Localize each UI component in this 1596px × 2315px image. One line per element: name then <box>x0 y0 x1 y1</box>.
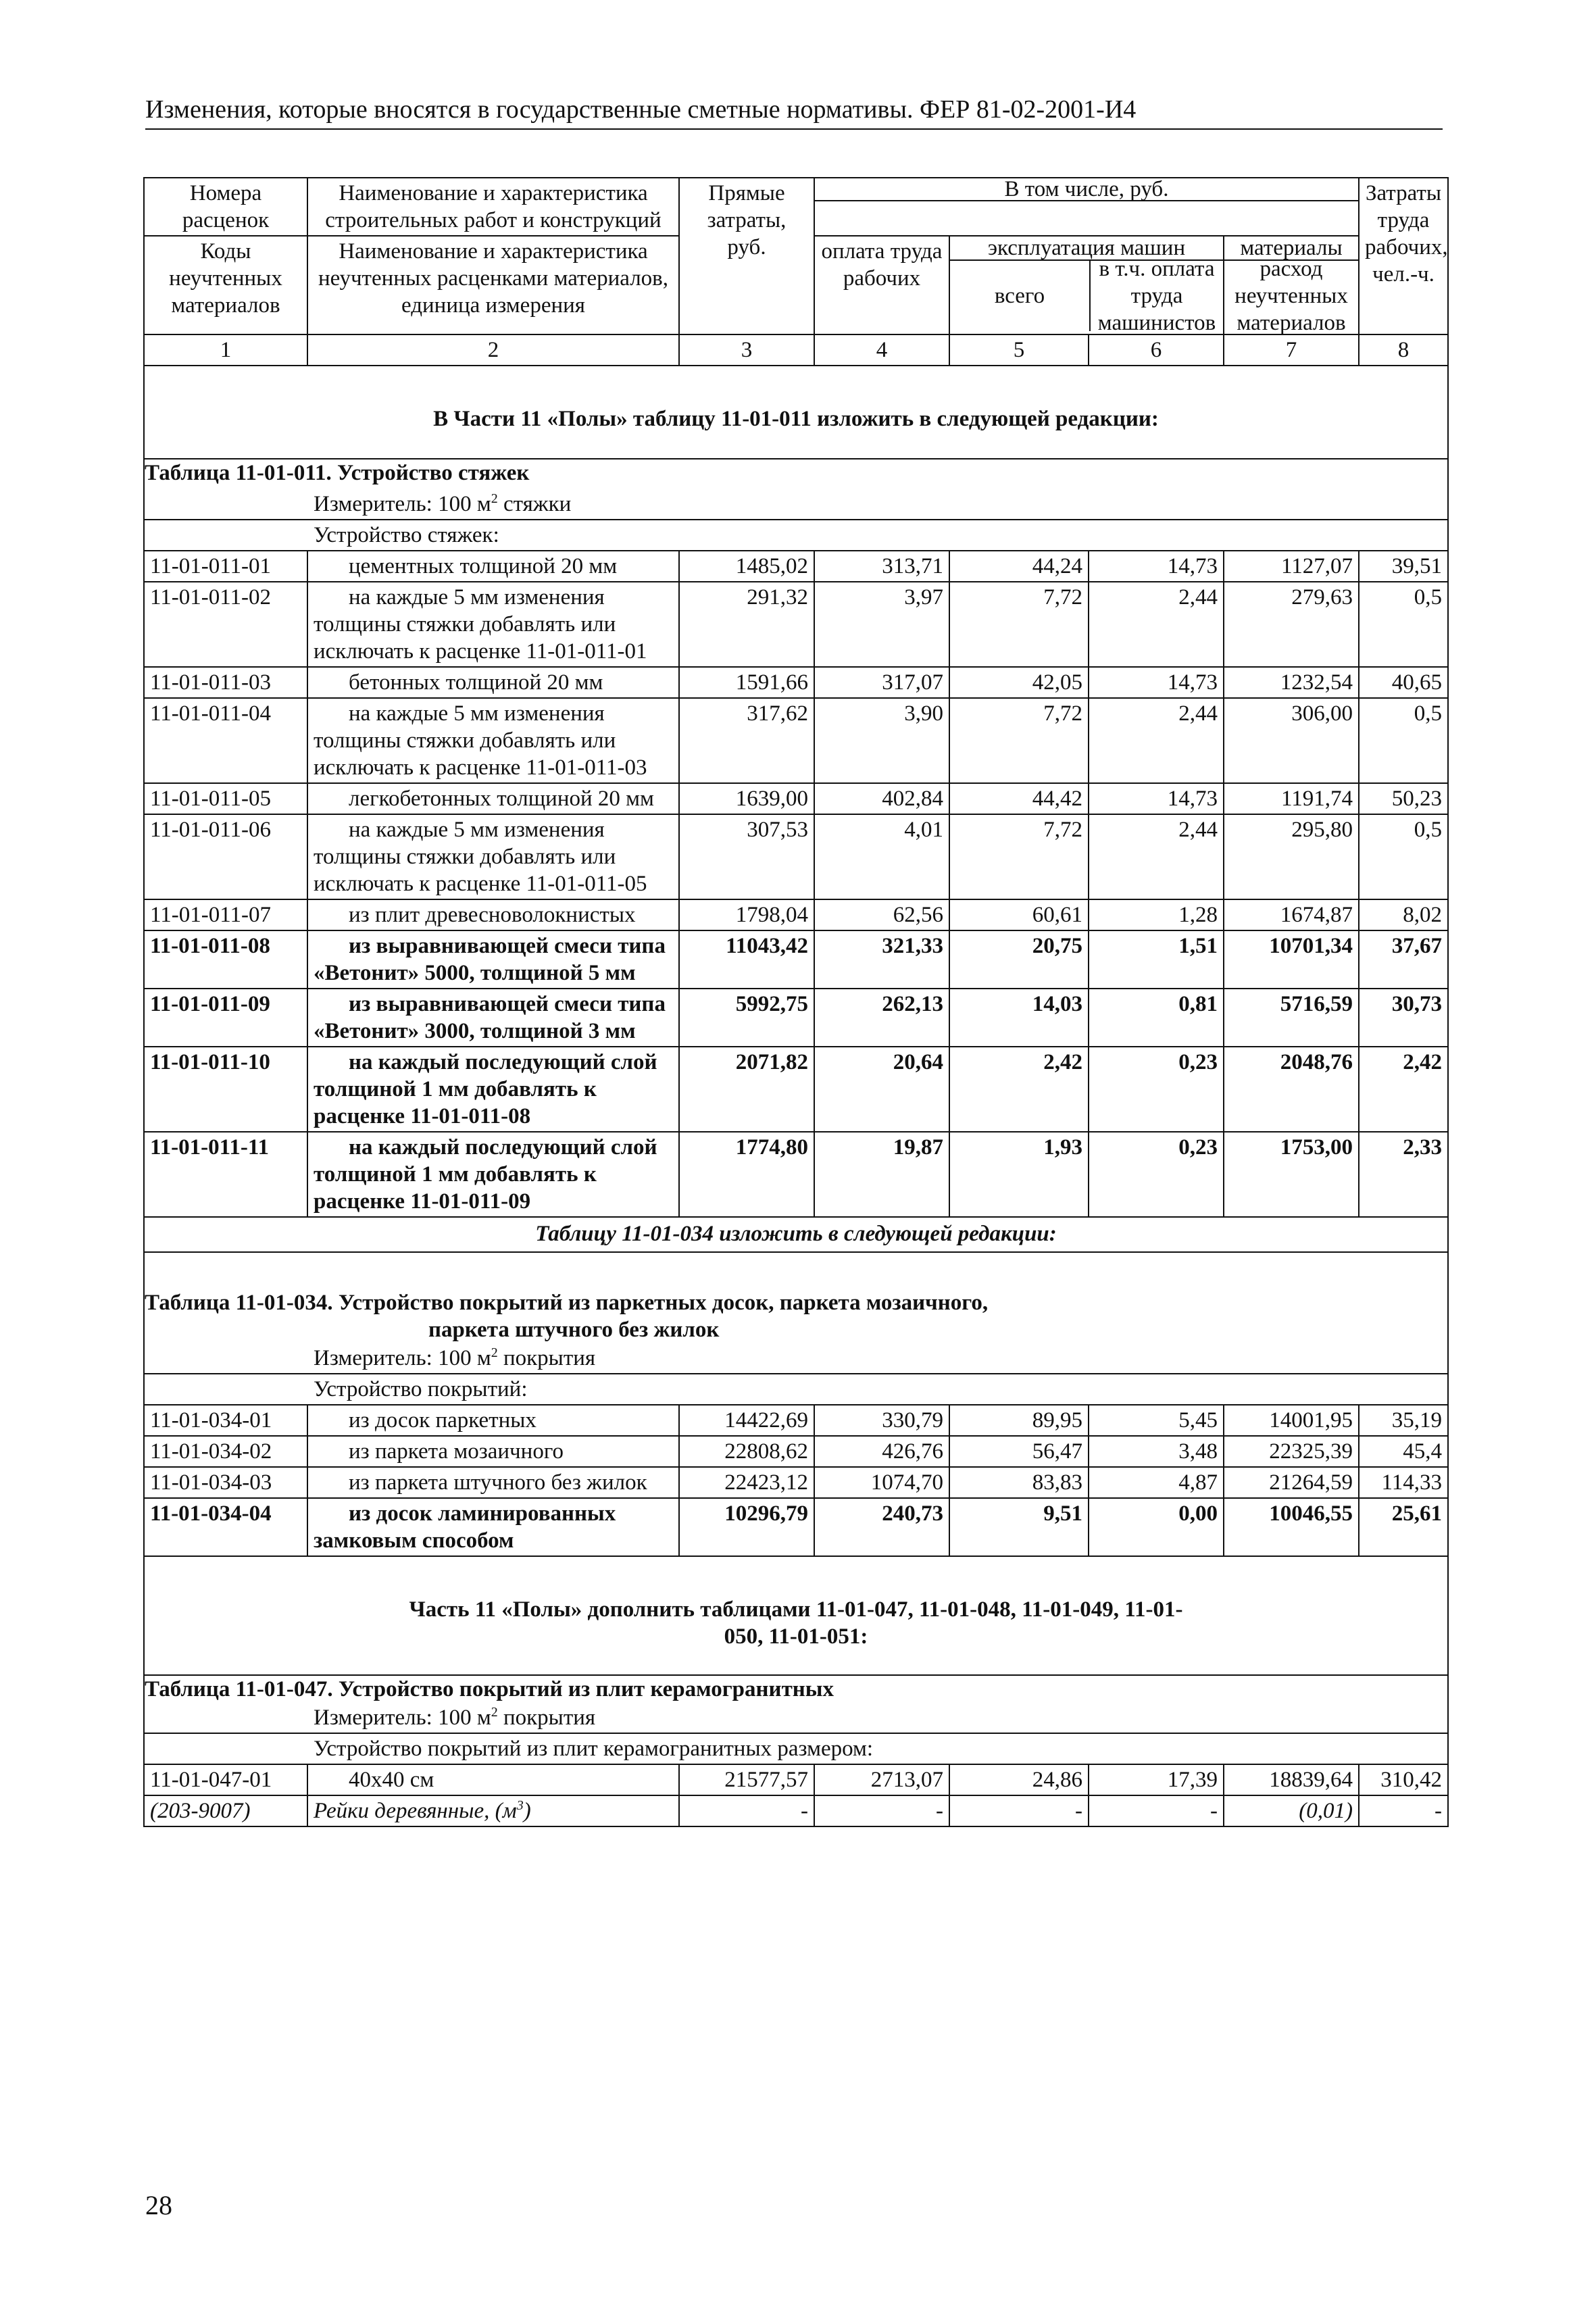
cell-direct-costs: 307,53 <box>679 814 814 899</box>
material-row <box>144 1795 1448 1826</box>
cell-wages: 3,97 <box>814 582 949 667</box>
row-code: 11-01-011-02 <box>144 582 307 667</box>
row-name: из выравнивающей смеси типа «Ветонит» 3000, толщиной 3 мм <box>307 989 679 1047</box>
row-name: из плит древесноволокнистых <box>307 899 679 930</box>
cell-operator-wages: 3,48 <box>1089 1436 1224 1467</box>
cell-direct-costs: 1639,00 <box>679 783 814 814</box>
table-row <box>144 989 1448 1047</box>
table-11-01-034-title: Таблица 11-01-034. Устройство покрытий из паркетных досок, паркета мозаичного, паркета штучного без жилок <box>144 1252 1448 1343</box>
row-code: 11-01-011-06 <box>144 814 307 899</box>
cell-operator-wages: 4,87 <box>1089 1467 1224 1498</box>
cell-direct-costs: 11043,42 <box>679 930 814 989</box>
cell-materials: 10046,55 <box>1224 1498 1359 1556</box>
cell-labor: 40,65 <box>1359 667 1448 698</box>
col-header-materials: материалы <box>1224 237 1358 261</box>
cell-direct-costs: 1774,80 <box>679 1132 814 1217</box>
col-header-machines: эксплуатация машин <box>950 237 1223 261</box>
row-name: из выравнивающей смеси типа «Ветонит» 5000, толщиной 5 мм <box>307 930 679 989</box>
cell-materials: 1127,07 <box>1224 551 1359 582</box>
cell-materials: 279,63 <box>1224 582 1359 667</box>
table-row <box>144 899 1448 930</box>
cell-operator-wages: 14,73 <box>1089 551 1224 582</box>
row-code: 11-01-034-03 <box>144 1467 307 1498</box>
cell-wages: 20,64 <box>814 1047 949 1132</box>
cell-operator-wages: 5,45 <box>1089 1405 1224 1436</box>
cell-materials: 1674,87 <box>1224 899 1359 930</box>
cell-wages: 402,84 <box>814 783 949 814</box>
column-number: 7 <box>1224 334 1359 366</box>
cell-wages: 4,01 <box>814 814 949 899</box>
cell-machines-total: 44,42 <box>949 783 1089 814</box>
page-header: Изменения, которые вносятся в государственные сметные нормативы. ФЕР 81-02-2001-И4 <box>145 95 1443 130</box>
cell-machines-total: 56,47 <box>949 1436 1089 1467</box>
cell-labor: 0,5 <box>1359 698 1448 783</box>
cell-wages: 240,73 <box>814 1498 949 1556</box>
cell-machines-total: - <box>949 1795 1089 1826</box>
table-row <box>144 1132 1448 1217</box>
row-name: на каждый последующий слой толщиной 1 мм добавлять к расценке 11-01-011-09 <box>307 1132 679 1217</box>
cell-direct-costs: 10296,79 <box>679 1498 814 1556</box>
cell-labor: 2,33 <box>1359 1132 1448 1217</box>
cell-wages: 2713,07 <box>814 1764 949 1795</box>
cell-labor: 45,4 <box>1359 1436 1448 1467</box>
col-header-wages: оплата труда рабочих <box>814 236 949 334</box>
cell-wages: - <box>814 1795 949 1826</box>
cell-direct-costs: 291,32 <box>679 582 814 667</box>
table-header-row <box>144 178 1448 236</box>
column-number: 1 <box>144 334 307 366</box>
row-name: из паркета мозаичного <box>307 1436 679 1467</box>
cell-labor: 2,42 <box>1359 1047 1448 1132</box>
cell-direct-costs: 22423,12 <box>679 1467 814 1498</box>
column-numbers-row <box>144 334 1448 366</box>
cell-materials: 18839,64 <box>1224 1764 1359 1795</box>
col-header-material-name: Наименование и характеристика неучтенных расценками материалов, единица измерения <box>307 236 679 334</box>
row-name: из досок ламинированных замковым способом <box>307 1498 679 1556</box>
cell-operator-wages: 2,44 <box>1089 814 1224 899</box>
cell-machines-total: 60,61 <box>949 899 1089 930</box>
table-11-01-047-subtitle: Устройство покрытий из плит керамогранитных размером: <box>144 1733 1448 1764</box>
cell-machines-total: 14,03 <box>949 989 1089 1047</box>
material-name: Рейки деревянные, $(м^3)$ <box>307 1795 679 1826</box>
cell-direct-costs: 1485,02 <box>679 551 814 582</box>
cell-materials: 1191,74 <box>1224 783 1359 814</box>
row-code: 11-01-034-01 <box>144 1405 307 1436</box>
cell-materials: 1753,00 <box>1224 1132 1359 1217</box>
cell-machines-total: 7,72 <box>949 698 1089 783</box>
cell-labor: 310,42 <box>1359 1764 1448 1795</box>
cell-machines-total: 89,95 <box>949 1405 1089 1436</box>
cell-materials: 1232,54 <box>1224 667 1359 698</box>
cell-operator-wages: 14,73 <box>1089 667 1224 698</box>
cell-wages: 321,33 <box>814 930 949 989</box>
table-row <box>144 1047 1448 1132</box>
col-header-material-codes: Коды неучтенных материалов <box>144 236 307 334</box>
cell-materials: 306,00 <box>1224 698 1359 783</box>
cell-labor: 39,51 <box>1359 551 1448 582</box>
cell-machines-total: 2,42 <box>949 1047 1089 1132</box>
page-number: 28 <box>145 2190 172 2220</box>
row-code: 11-01-011-10 <box>144 1047 307 1132</box>
cell-operator-wages: 1,28 <box>1089 899 1224 930</box>
table-11-01-034-subtitle: Устройство покрытий: <box>144 1374 1448 1405</box>
table-row <box>144 1405 1448 1436</box>
row-name: бетонных толщиной 20 мм <box>307 667 679 698</box>
cell-direct-costs: 1591,66 <box>679 667 814 698</box>
cell-direct-costs: 22808,62 <box>679 1436 814 1467</box>
table-row <box>144 1436 1448 1467</box>
cell-operator-wages: - <box>1089 1795 1224 1826</box>
row-name: на каждые 5 мм изменения толщины стяжки добавлять или исключать к расценке 11-01-011-03 <box>307 698 679 783</box>
column-number: 3 <box>679 334 814 366</box>
cell-machines-total: 1,93 <box>949 1132 1089 1217</box>
row-code: 11-01-011-04 <box>144 698 307 783</box>
cell-labor: 0,5 <box>1359 814 1448 899</box>
row-code: 11-01-034-02 <box>144 1436 307 1467</box>
cell-wages: 19,87 <box>814 1132 949 1217</box>
banner-replace-11-01-034: Таблицу 11-01-034 изложить в следующей редакции: <box>144 1217 1448 1252</box>
table-11-01-047-title: Таблица 11-01-047. Устройство покрытий из плит керамогранитных <box>144 1675 1448 1703</box>
row-code: 11-01-047-01 <box>144 1764 307 1795</box>
table-11-01-011-measure: Измеритель: 100 $м^2$ стяжки <box>144 489 1448 520</box>
table-row <box>144 814 1448 899</box>
table-row <box>144 783 1448 814</box>
cell-labor: 35,19 <box>1359 1405 1448 1436</box>
table-11-01-034-measure: Измеритель: 100 $м^2$ покрытия <box>144 1343 1448 1374</box>
cell-labor: 114,33 <box>1359 1467 1448 1498</box>
norms-table-frame <box>143 177 1447 1827</box>
cell-wages: 317,07 <box>814 667 949 698</box>
cell-wages: 262,13 <box>814 989 949 1047</box>
cell-machines-total: 83,83 <box>949 1467 1089 1498</box>
col-header-name: Наименование и характеристика строительных работ и конструкций <box>307 178 679 236</box>
cell-wages: 62,56 <box>814 899 949 930</box>
cell-operator-wages: 2,44 <box>1089 698 1224 783</box>
column-number: 6 <box>1089 334 1224 366</box>
col-header-operator-wages: в т.ч. оплата труда машинистов <box>1097 257 1216 335</box>
table-11-01-011-title: Таблица 11-01-011. Устройство стяжек <box>144 459 1448 489</box>
cell-machines-total: 42,05 <box>949 667 1089 698</box>
col-header-material-use: расход неучтенных материалов <box>1235 257 1348 335</box>
column-number: 4 <box>814 334 949 366</box>
row-name: 40х40 см <box>307 1764 679 1795</box>
row-code: 11-01-011-09 <box>144 989 307 1047</box>
table-11-01-011-subtitle: Устройство стяжек: <box>144 520 1448 551</box>
cell-materials: 21264,59 <box>1224 1467 1359 1498</box>
table-11-01-047-measure: Измеритель: 100 $м^2$ покрытия <box>144 1703 1448 1733</box>
row-name: на каждые 5 мм изменения толщины стяжки добавлять или исключать к расценке 11-01-011-01 <box>307 582 679 667</box>
cell-materials: 2048,76 <box>1224 1047 1359 1132</box>
table-row <box>144 698 1448 783</box>
row-name: из паркета штучного без жилок <box>307 1467 679 1498</box>
col-header-group: В том числе, руб. <box>815 178 1358 201</box>
cell-wages: 3,90 <box>814 698 949 783</box>
cell-operator-wages: 0,23 <box>1089 1132 1224 1217</box>
cell-machines-total: 7,72 <box>949 814 1089 899</box>
table-row <box>144 667 1448 698</box>
banner-replace-11-01-011: В Части 11 «Полы» таблицу 11-01-011 изложить в следующей редакции: <box>144 366 1448 459</box>
cell-machines-total: 44,24 <box>949 551 1089 582</box>
cell-machines-total: 7,72 <box>949 582 1089 667</box>
row-code: 11-01-011-08 <box>144 930 307 989</box>
cell-operator-wages: 0,81 <box>1089 989 1224 1047</box>
cell-direct-costs: 2071,82 <box>679 1047 814 1132</box>
row-name: легкобетонных толщиной 20 мм <box>307 783 679 814</box>
col-header-codes: Номера расценок <box>144 178 307 236</box>
cell-direct-costs: 1798,04 <box>679 899 814 930</box>
col-header-labor: Затраты труда рабочих, чел.-ч. <box>1359 178 1448 334</box>
cell-direct-costs: 5992,75 <box>679 989 814 1047</box>
norms-table <box>143 177 1449 1827</box>
cell-machines-total: 24,86 <box>949 1764 1089 1795</box>
col-header-machines-total: всего <box>950 261 1091 331</box>
column-number: 2 <box>307 334 679 366</box>
row-name: цементных толщиной 20 мм <box>307 551 679 582</box>
table-row <box>144 1467 1448 1498</box>
row-code: 11-01-011-03 <box>144 667 307 698</box>
table-row <box>144 1498 1448 1556</box>
cell-direct-costs: 21577,57 <box>679 1764 814 1795</box>
cell-labor: - <box>1359 1795 1448 1826</box>
cell-wages: 313,71 <box>814 551 949 582</box>
row-name: на каждый последующий слой толщиной 1 мм добавлять к расценке 11-01-011-08 <box>307 1047 679 1132</box>
cell-labor: 8,02 <box>1359 899 1448 930</box>
row-code: 11-01-034-04 <box>144 1498 307 1556</box>
table-row <box>144 582 1448 667</box>
cell-wages: 426,76 <box>814 1436 949 1467</box>
cell-operator-wages: 17,39 <box>1089 1764 1224 1795</box>
cell-labor: 37,67 <box>1359 930 1448 989</box>
row-code: 11-01-011-01 <box>144 551 307 582</box>
cell-labor: 25,61 <box>1359 1498 1448 1556</box>
cell-direct-costs: - <box>679 1795 814 1826</box>
material-code: (203-9007) <box>144 1795 307 1826</box>
column-number: 8 <box>1359 334 1448 366</box>
cell-machines-total: 9,51 <box>949 1498 1089 1556</box>
table-row <box>144 930 1448 989</box>
cell-machines-total: 20,75 <box>949 930 1089 989</box>
cell-wages: 1074,70 <box>814 1467 949 1498</box>
cell-wages: 330,79 <box>814 1405 949 1436</box>
row-code: 11-01-011-07 <box>144 899 307 930</box>
cell-labor: 30,73 <box>1359 989 1448 1047</box>
cell-material-use: (0,01) <box>1224 1795 1359 1826</box>
cell-materials: 22325,39 <box>1224 1436 1359 1467</box>
cell-materials: 295,80 <box>1224 814 1359 899</box>
cell-operator-wages: 1,51 <box>1089 930 1224 989</box>
row-code: 11-01-011-05 <box>144 783 307 814</box>
row-code: 11-01-011-11 <box>144 1132 307 1217</box>
cell-materials: 5716,59 <box>1224 989 1359 1047</box>
cell-operator-wages: 0,00 <box>1089 1498 1224 1556</box>
col-header-direct-costs: Прямые затраты, руб. <box>679 178 814 334</box>
banner-add-tables: Часть 11 «Полы» дополнить таблицами 11-01-047, 11-01-048, 11-01-049, 11-01- 050, 11-01-051: <box>144 1556 1448 1675</box>
row-name: из досок паркетных <box>307 1405 679 1436</box>
cell-labor: 50,23 <box>1359 783 1448 814</box>
cell-materials: 10701,34 <box>1224 930 1359 989</box>
cell-operator-wages: 14,73 <box>1089 783 1224 814</box>
table-row <box>144 551 1448 582</box>
cell-labor: 0,5 <box>1359 582 1448 667</box>
column-number: 5 <box>949 334 1089 366</box>
cell-direct-costs: 317,62 <box>679 698 814 783</box>
row-name: на каждые 5 мм изменения толщины стяжки добавлять или исключать к расценке 11-01-011-05 <box>307 814 679 899</box>
cell-operator-wages: 0,23 <box>1089 1047 1224 1132</box>
table-row <box>144 1764 1448 1795</box>
cell-materials: 14001,95 <box>1224 1405 1359 1436</box>
cell-operator-wages: 2,44 <box>1089 582 1224 667</box>
cell-direct-costs: 14422,69 <box>679 1405 814 1436</box>
